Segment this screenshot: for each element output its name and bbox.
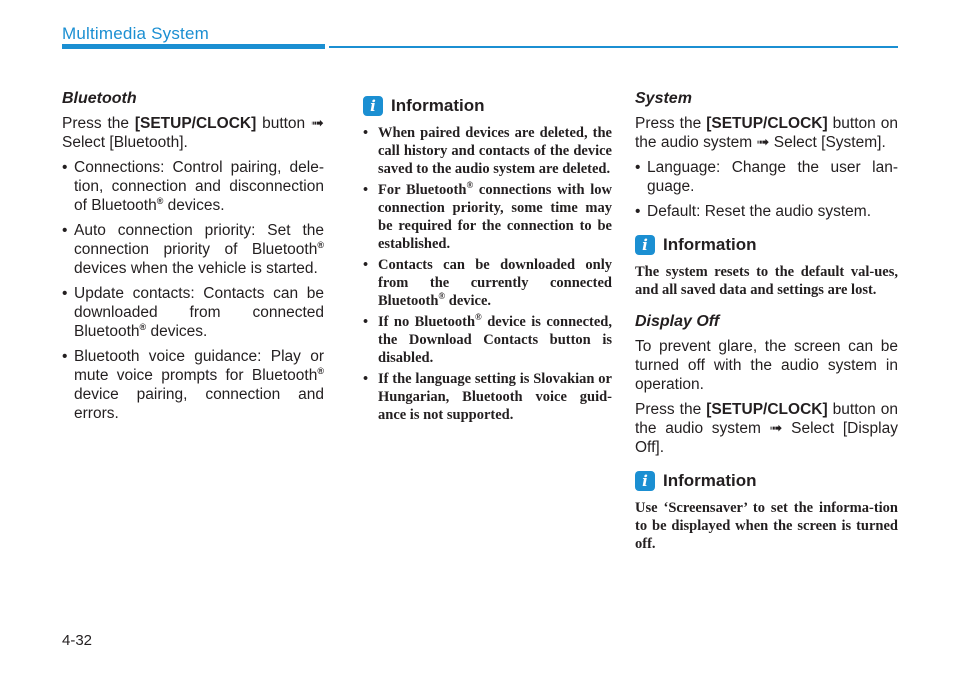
list-text: device pairing, connection and errors. — [74, 386, 324, 422]
bullet: • — [62, 222, 68, 239]
setup-clock-key: [SETUP/CLOCK] — [706, 401, 828, 418]
intro-text: button on the audio system ➟ Select [Display Off]. — [635, 401, 898, 456]
list-item — [635, 158, 898, 196]
intro-text: button on the audio system ➟ Select [System]. — [635, 115, 898, 151]
list-item — [62, 347, 324, 423]
header-title: Multimedia System — [62, 24, 209, 43]
list-item — [363, 256, 612, 310]
header-rule-thin — [329, 46, 898, 48]
section-heading-system: System — [635, 90, 692, 107]
info-list — [363, 124, 612, 424]
list-item — [62, 284, 324, 341]
registered-mark: ® — [156, 195, 164, 206]
page-number: 4-32 — [62, 632, 93, 649]
list-text: device. — [445, 293, 492, 309]
bullet: • — [363, 314, 369, 330]
info-text: Use ‘Screensaver’ to set the informa-tion to be displayed when the screen is turned off. — [635, 500, 898, 552]
bullet: • — [62, 159, 68, 176]
display-off-intro — [635, 400, 898, 457]
list-text: For Bluetooth — [378, 182, 467, 198]
intro-text: Press the — [635, 401, 707, 418]
bullet: • — [635, 159, 641, 176]
setup-clock-key: [SETUP/CLOCK] — [706, 115, 828, 132]
bluetooth-options-list — [62, 158, 324, 423]
section-heading-bluetooth: Bluetooth — [62, 90, 137, 107]
list-text: device is connected, the Download Contacts button is disabled. — [378, 314, 612, 366]
list-item — [62, 158, 324, 215]
list-text: If no Bluetooth — [378, 314, 476, 330]
list-item — [363, 313, 612, 367]
info-title: Information — [391, 96, 485, 115]
registered-mark: ® — [317, 365, 324, 376]
info-header — [363, 96, 612, 116]
list-text: devices. — [146, 323, 208, 340]
setup-clock-key: [SETUP/CLOCK] — [134, 115, 257, 132]
list-item — [62, 221, 324, 278]
list-text: devices when the vehicle is started. — [74, 260, 318, 277]
list-text: Contacts can be downloaded only from the currently connected Bluetooth — [378, 257, 612, 309]
bullet: • — [62, 348, 68, 365]
list-text: Language: Change the user lan-guage. — [647, 159, 898, 195]
intro-text: Press the — [635, 115, 707, 132]
bullet: • — [363, 257, 369, 273]
info-title: Information — [663, 471, 757, 490]
list-text: connections with low connection priority, some time may be required for the connection to be established. — [378, 182, 612, 252]
info-text: The system resets to the default val-ues, and all saved data and settings are lost. — [635, 264, 898, 298]
display-off-text: To prevent glare, the screen can be turned off with the audio system in operation. — [635, 338, 898, 393]
info-icon: i — [635, 235, 655, 255]
list-item — [363, 181, 612, 253]
bullet: • — [635, 203, 641, 220]
registered-mark: ® — [475, 312, 482, 323]
bullet: • — [363, 371, 369, 387]
bullet: • — [62, 285, 68, 302]
column-information — [363, 96, 612, 427]
bullet: • — [363, 125, 369, 141]
info-icon: i — [363, 96, 383, 116]
registered-mark: ® — [139, 321, 147, 332]
section-heading-display-off: Display Off — [635, 313, 720, 330]
registered-mark: ® — [317, 239, 324, 250]
intro-text: Press the — [62, 115, 135, 132]
list-text: Default: Reset the audio system. — [647, 203, 872, 220]
list-text: Bluetooth voice guidance: Play or mute voice prompts for Bluetooth — [74, 348, 324, 384]
intro-text: button ➟ Select [Bluetooth]. — [62, 115, 324, 151]
list-text: Auto connection priority: Set the connection priority of Bluetooth — [74, 222, 324, 258]
info-header — [635, 235, 898, 255]
list-text: Connections: Control pairing, dele-tion, connection and disconnection of Bluetooth — [74, 159, 324, 214]
column-bluetooth — [62, 90, 324, 429]
info-header — [635, 471, 898, 491]
column-system — [635, 90, 898, 553]
header-rule-thick — [62, 44, 325, 49]
list-text: If the language setting is Slovakian or Hungarian, Bluetooth voice guid-ance is not supported. — [378, 371, 612, 423]
system-intro — [635, 114, 898, 152]
list-item — [635, 202, 898, 221]
system-options-list — [635, 158, 898, 221]
list-text: When paired devices are deleted, the call history and contacts of the device saved to the audio system are deleted. — [378, 125, 612, 177]
registered-mark: ® — [466, 180, 474, 191]
bullet: • — [363, 182, 369, 198]
list-text: devices. — [163, 197, 225, 214]
list-text: Update contacts: Contacts can be downloaded from connected Bluetooth — [74, 285, 324, 340]
list-item — [363, 370, 612, 424]
info-title: Information — [663, 235, 757, 254]
list-item — [363, 124, 612, 178]
bluetooth-intro — [62, 114, 324, 152]
registered-mark: ® — [438, 291, 446, 302]
info-icon: i — [635, 471, 655, 491]
